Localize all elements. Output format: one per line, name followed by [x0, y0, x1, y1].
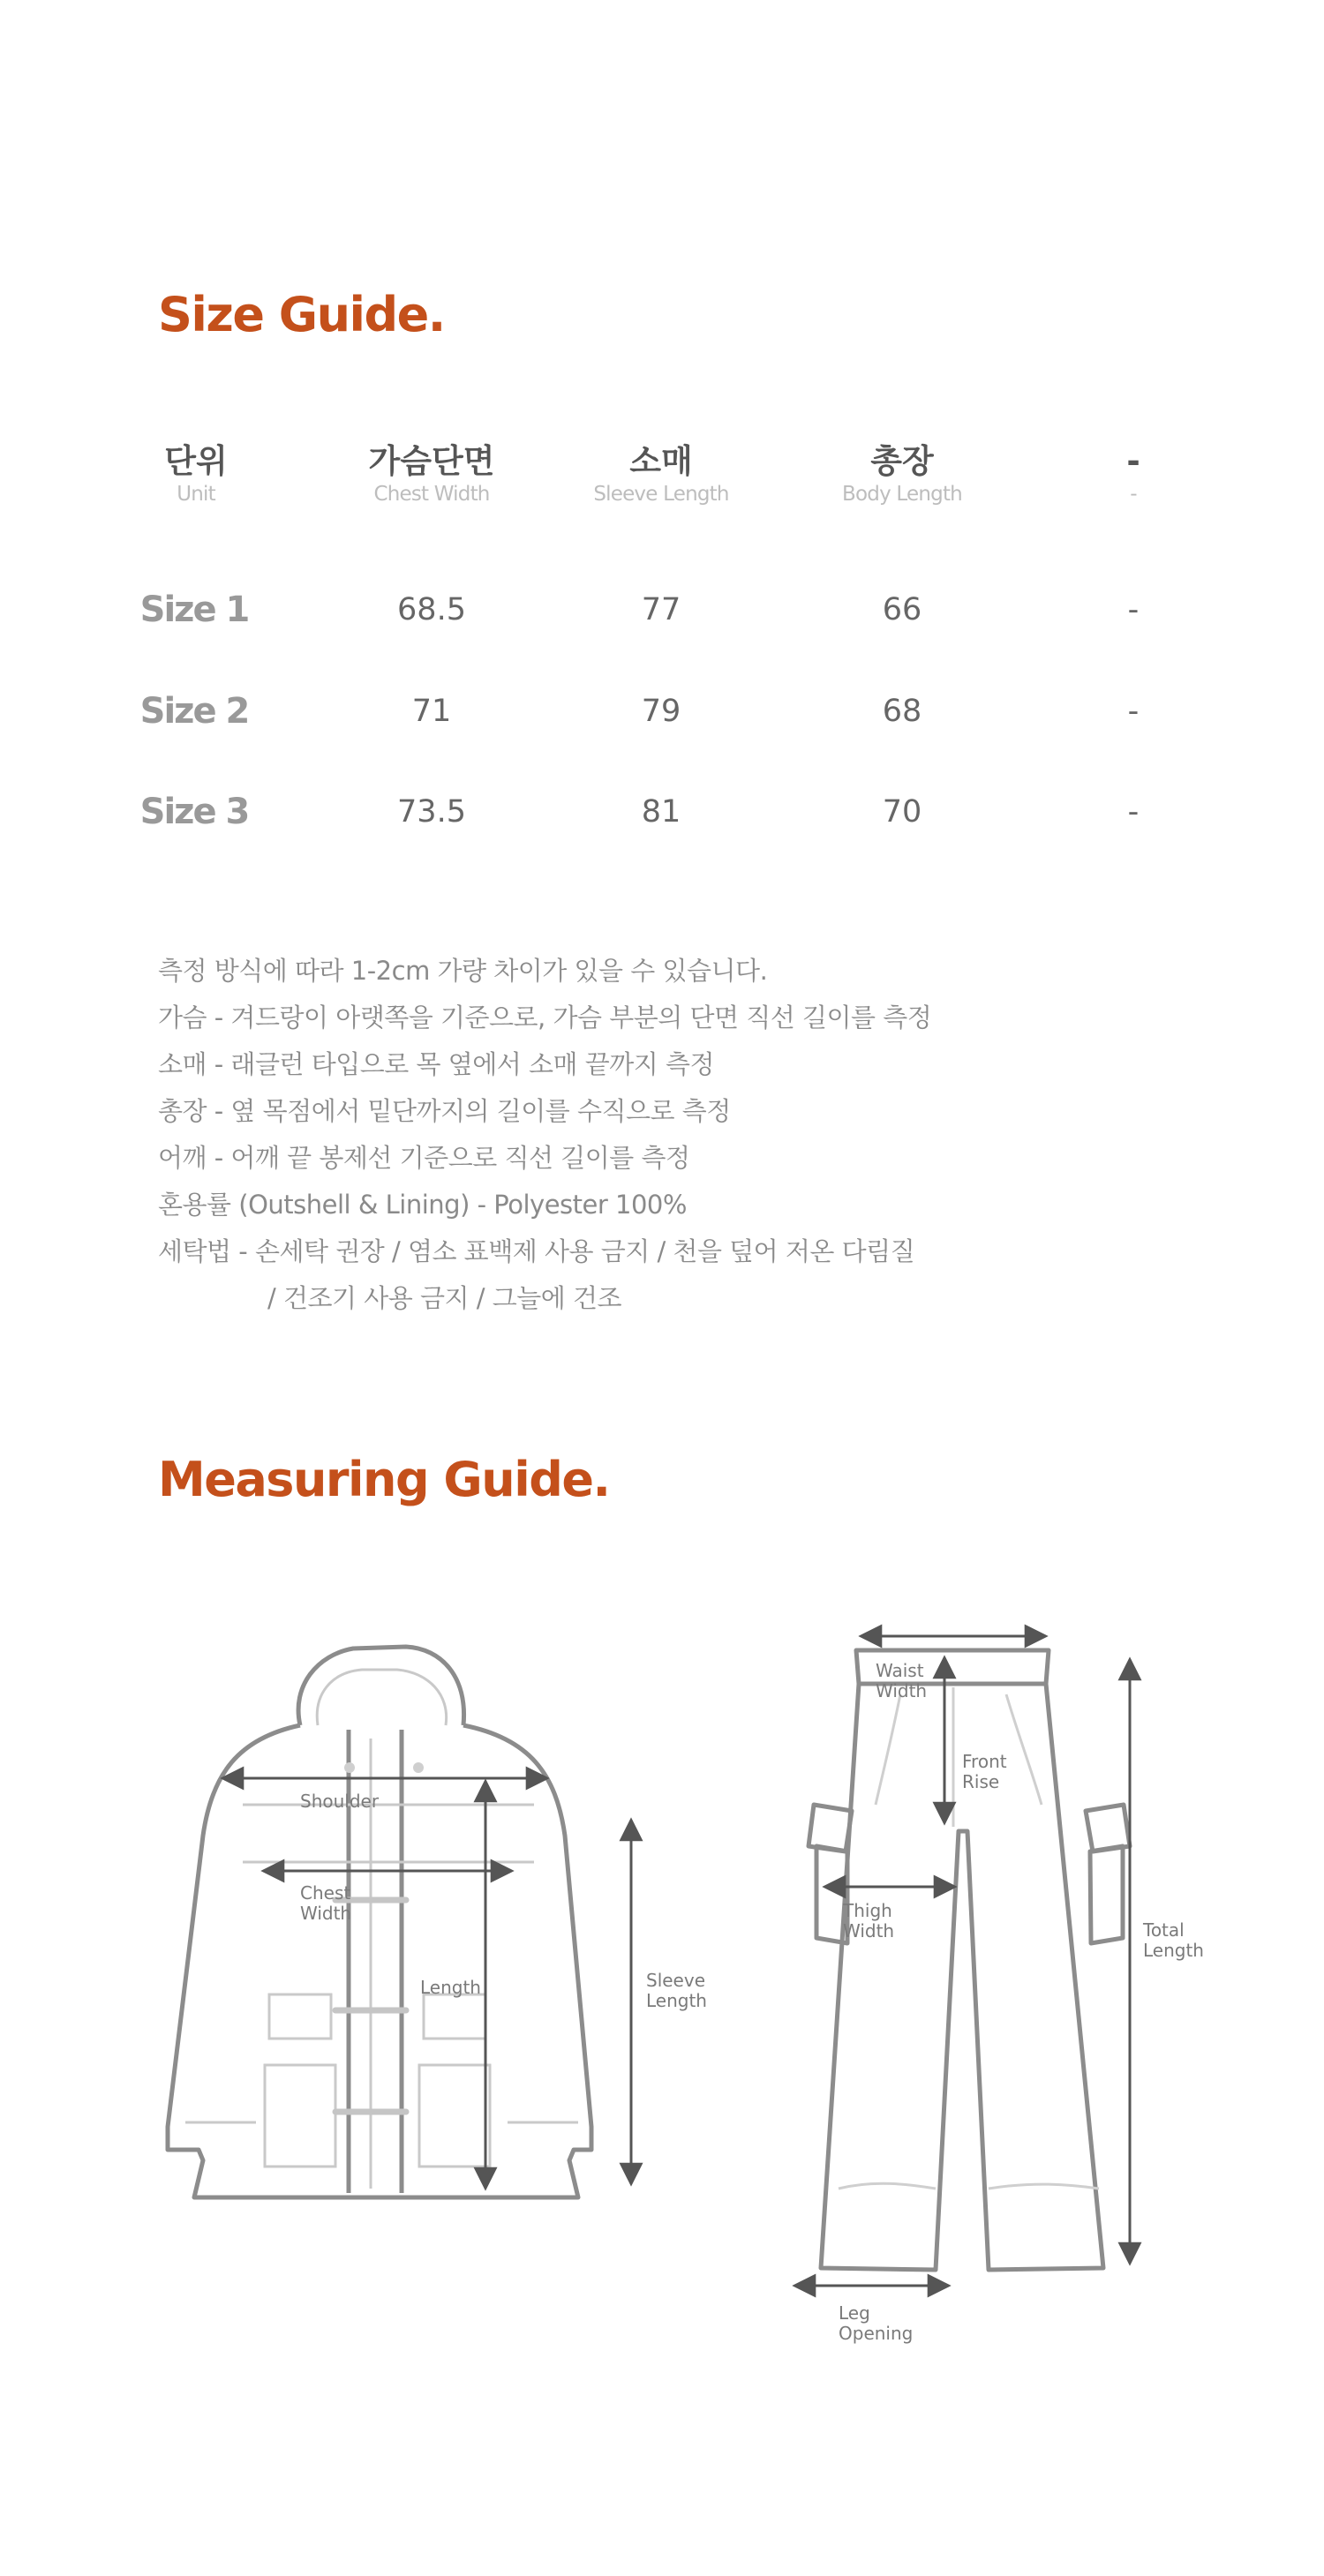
size-guide-title: Size Guide. — [158, 287, 445, 342]
note-item: 혼용률 (Outshell & Lining) - Polyester 100% — [158, 1190, 687, 1220]
header-chest-width-en: Chest Width — [373, 483, 490, 506]
thigh-label-1: Thigh — [843, 1900, 892, 1921]
waist-label-2: Width — [876, 1680, 928, 1701]
cell-sleeve: 81 — [641, 794, 681, 830]
note-item: 세탁법 - 손세탁 권장 / 염소 표백제 사용 금지 / 천을 덮어 저온 다림질 — [158, 1236, 915, 1266]
header-extra — [1027, 442, 1239, 507]
cell-chest: 71 — [411, 694, 452, 729]
leg-label-1: Leg — [839, 2302, 870, 2324]
pants-diagram — [768, 1615, 1236, 2347]
chest-label-1: Chest — [300, 1882, 351, 1904]
note-item: 가슴 - 겨드랑이 아랫쪽을 기준으로, 가슴 부분의 단면 직선 길이를 측정 — [158, 1003, 932, 1033]
shoulder-label: Shoulder — [300, 1791, 380, 1812]
header-body-length — [796, 442, 1008, 507]
total-label-1: Total — [1143, 1919, 1185, 1941]
sleeve-label-1: Sleeve — [646, 1970, 706, 1991]
header-body-length-ko: 총장 — [870, 442, 934, 480]
header-chest-width — [326, 442, 538, 507]
header-extra-en: - — [1130, 483, 1137, 506]
cell-extra: - — [1127, 592, 1140, 627]
leg-label-2: Opening — [839, 2323, 914, 2344]
header-sleeve-length — [555, 442, 767, 507]
pants-outline — [809, 1650, 1130, 2270]
rise-label-2: Rise — [962, 1771, 1000, 1792]
cell-length: 68 — [882, 694, 922, 729]
header-chest-width-ko: 가슴단면 — [368, 442, 495, 480]
collar-studs — [344, 1762, 424, 1773]
measurement-notes — [158, 948, 931, 1322]
length-label: Length — [420, 1977, 481, 1998]
cell-length: 66 — [882, 592, 922, 627]
sleeve-label-2: Length — [646, 1990, 707, 2011]
note-item: / 건조기 사용 금지 / 그늘에 건조 — [267, 1283, 622, 1313]
row-label: Size 2 — [139, 691, 249, 732]
header-sleeve-length-en: Sleeve Length — [593, 483, 729, 506]
header-unit — [90, 442, 302, 507]
note-item: 어깨 - 어깨 끝 봉제선 기준으로 직선 길이를 측정 — [158, 1143, 690, 1173]
jacket-diagram — [132, 1633, 707, 2233]
cell-chest: 68.5 — [397, 592, 466, 627]
cell-chest: 73.5 — [397, 794, 466, 830]
header-unit-ko: 단위 — [164, 442, 228, 480]
row-label: Size 1 — [139, 590, 249, 630]
waist-label-1: Waist — [876, 1660, 924, 1681]
chest-label-2: Width — [300, 1903, 352, 1924]
measuring-guide-title: Measuring Guide. — [158, 1452, 610, 1507]
rise-label-1: Front — [962, 1751, 1007, 1772]
cell-sleeve: 77 — [641, 592, 681, 627]
header-body-length-en: Body Length — [842, 483, 962, 506]
cell-extra: - — [1127, 694, 1140, 729]
note-item: 소매 - 래글런 타입으로 목 옆에서 소매 끝까지 측정 — [158, 1049, 714, 1079]
row-label: Size 3 — [139, 792, 249, 832]
note-item: 총장 - 옆 목점에서 밑단까지의 길이를 수직으로 측정 — [158, 1096, 731, 1126]
cell-sleeve: 79 — [641, 694, 681, 729]
thigh-label-2: Width — [843, 1920, 895, 1941]
header-unit-en: Unit — [177, 483, 215, 506]
header-extra-ko: - — [1126, 442, 1140, 480]
cell-length: 70 — [882, 794, 922, 830]
note-item: 측정 방식에 따라 1-2cm 가량 차이가 있을 수 있습니다. — [158, 956, 768, 986]
cell-extra: - — [1127, 794, 1140, 830]
total-label-2: Length — [1143, 1940, 1204, 1961]
header-sleeve-length-ko: 소매 — [629, 442, 693, 480]
